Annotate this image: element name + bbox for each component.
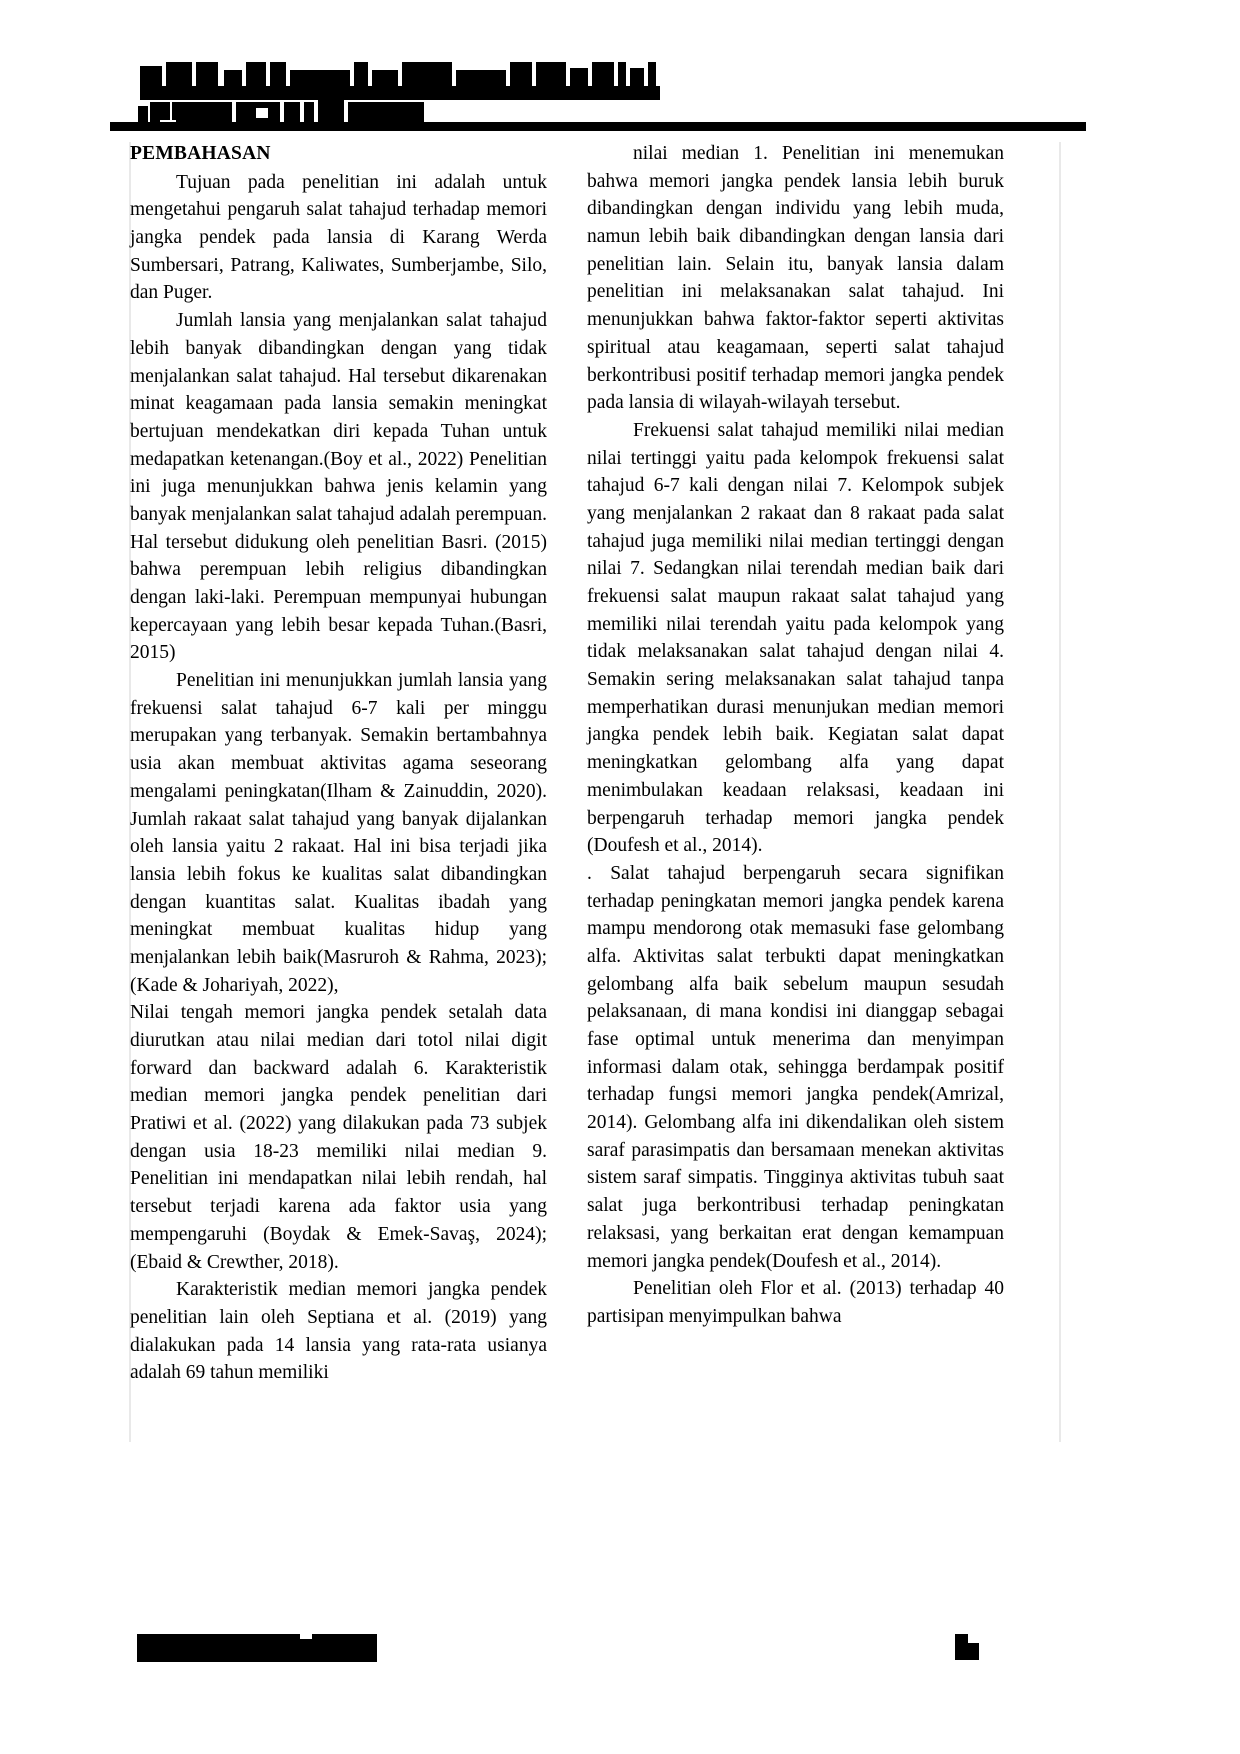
paragraph: Penelitian oleh Flor et al. (2013) terhadap 40 partisipan menyimpulkan bahwa	[587, 1278, 1004, 1327]
left-text-column	[130, 140, 547, 1387]
header-divider-rule	[110, 122, 1086, 131]
paragraph: Jumlah lansia yang menjalankan salat tahajud lebih banyak dibandingkan dengan yang tidak menjalankan salat tahajud. Hal tersebut dikarenakan minat keagamaan pada lansia semakin meningkat bertujuan mendekatkan diri kepada Tuhan untuk medapatkan ketenangan.(Boy et al., 2022) Penelitian ini juga menunjukkan bahwa jenis kelamin yang banyak menjalankan salat tahajud adalah perempuan. Hal tersebut didukung oleh penelitian Basri. (2015) bahwa perempuan lebih religius dibandingkan dengan laki-laki. Perempuan mempunyai hubungan kepercayaan yang lebih besar kepada Tuhan.(Basri, 2015)	[130, 310, 547, 664]
paragraph: Frekuensi salat tahajud memiliki nilai median nilai tertinggi yaitu pada kelompok frekuensi salat tahajud 6-7 kali dengan nilai 7. Kelompok subjek yang menjalankan 2 rakaat dan 8 rakaat pada salat tahajud juga memiliki nilai median tertinggi dengan nilai 7. Sedangkan nilai terendah median baik dari frekuensi salat maupun rakaat salat tahajud yang memiliki nilai terendah yaitu pada kelompok yang tidak melaksanakan salat tahajud dengan nilai 4. Semakin sering melaksanakan salat tahajud tanpa memperhatikan durasi menunjukan median memori jangka pendek lebih baik. Kegiatan salat dapat meningkatkan gelombang alfa yang dapat menimbulakan keadaan relaksasi, keadaan ini berpengaruh terhadap memori jangka pendek (Doufesh et al., 2014).	[587, 419, 1004, 857]
redacted-footer-text	[137, 1634, 377, 1662]
body-columns	[130, 140, 1064, 1387]
paragraph: Nilai tengah memori jangka pendek setalah data diurutkan atau nilai median dari totol nilai digit forward dan backward adalah 6. Karakteristik median memori jangka pendek penelitian dari Pratiwi et al. (2022) yang dilakukan pada 73 subjek dengan usia 18-23 memiliki nilai median 9. Penelitian ini mendapatkan nilai lebih rendah, hal tersebut terjadi karena ada faktor usia yang mempengaruhi (Boydak & Emek-Savaş, 2024); (Ebaid & Crewther, 2018).	[130, 1002, 547, 1273]
paragraph: Karakteristik median memori jangka pendek penelitian lain oleh Septiana et al. (2019) yang dialakukan pada 14 lansia yang rata-rata usianya adalah 69 tahun memiliki	[130, 1279, 547, 1384]
redacted-footer-page-notch	[968, 1634, 979, 1643]
paragraph: Tujuan pada penelitian ini adalah untuk mengetahui pengaruh salat tahajud terhadap memori jangka pendek pada lansia di Karang Werda Sumbersari, Patrang, Kaliwates, Sumberjambe, Silo, dan Puger.	[130, 171, 547, 304]
paragraph: . Salat tahajud berpengaruh secara signifikan terhadap peningkatan memori jangka pendek karena mampu mendorong otak memasuki fase gelombang alfa. Aktivitas salat terbukti dapat meningkatkan gelombang alfa baik sebelum maupun sesudah pelaksanaan, di mana kondisi ini dianggap sebagai fase optimal untuk menerima dan menyimpan informasi dalam otak, sehingga berdampak positif terhadap fungsi memori jangka pendek(Amrizal, 2014). Gelombang alfa ini dikendalikan oleh sistem saraf parasimpatis dan bersamaan menekan aktivitas sistem saraf simpatis. Tingginya aktivitas tubuh saat salat juga berkontribusi terhadap peningkatan relaksasi, yang berkaitan erat dengan kemampuan memori jangka pendek(Doufesh et al., 2014).	[587, 862, 1004, 1272]
redacted-footer-notch	[300, 1630, 312, 1639]
redacted-header-text	[124, 58, 1084, 128]
right-text-column	[587, 140, 1004, 1387]
paragraph: Penelitian ini menunjukkan jumlah lansia yang frekuensi salat tahajud 6-7 kali per minggu merupakan yang terbanyak. Semakin bertambahnya usia akan membuat aktivitas agama seseorang mengalami peningkatan(Ilham & Zainuddin, 2020). Jumlah rakaat salat tahajud yang banyak dijalankan oleh lansia yaitu 2 rakaat. Hal ini bisa terjadi jika lansia lebih fokus ke kualitas salat dibandingkan dengan kuantitas salat. Kualitas ibadah yang meningkat membuat kualitas hidup yang menjalankan lebih baik(Masruroh & Rahma, 2023);(Kade & Johariyah, 2022),	[130, 670, 547, 996]
paragraph: nilai median 1. Penelitian ini menemukan bahwa memori jangka pendek lansia lebih buruk dibandingkan dengan individu yang lebih muda, namun lebih baik dibandingkan dengan lansia dari penelitian lain. Selain itu, banyak lansia dalam penelitian ini melaksanakan salat tahajud. Ini menunjukkan bahwa faktor-faktor seperti aktivitas spiritual atau keagamaan, seperti salat tahajud berkontribusi positif terhadap memori jangka pendek pada lansia di wilayah-wilayah tersebut.	[587, 143, 1004, 414]
page-title: PEMBAHASAN	[130, 143, 271, 164]
